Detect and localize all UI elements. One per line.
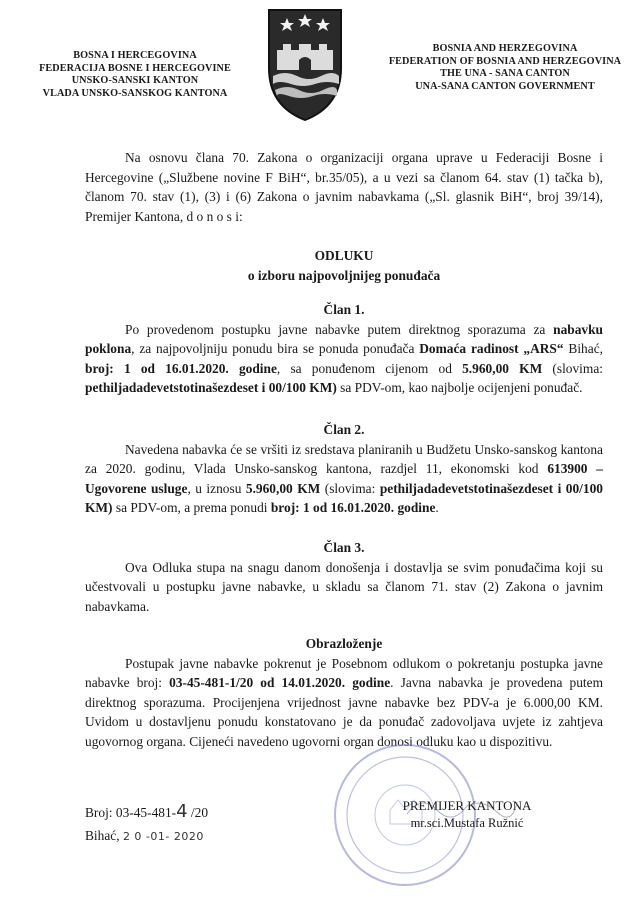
document-number-suffix: /20	[187, 805, 209, 820]
text-run: .	[435, 500, 439, 515]
text-run: Bihać,	[563, 341, 603, 356]
text-run: , u iznosu	[187, 480, 246, 496]
document-header	[0, 0, 640, 140]
article-1	[85, 300, 603, 398]
article-3-heading: Član 3.	[323, 540, 365, 555]
text-run: , sa ponuđenom cijenom od	[276, 360, 463, 376]
explanation-heading: Obrazloženje	[305, 636, 383, 651]
bold-run: pethiljadadevetstotinašezdeset i 00/100 KM)	[85, 480, 603, 515]
header-left-line: BOSNA I HERCEGOVINA	[73, 50, 197, 61]
document-number-prefix: Broj: 03-45-481-	[85, 805, 177, 820]
text-run: , za najpovoljniju ponudu bira se ponuda ponuđača	[131, 341, 420, 356]
signatory-name: mr.sci.Mustafa Ružnić	[410, 816, 524, 830]
header-right-english	[380, 43, 630, 93]
una-sana-canton-coat-of-arms-icon	[265, 6, 345, 124]
text-run: (slovima:	[320, 480, 380, 496]
bold-run: 5.960,00 KM	[245, 480, 321, 496]
decision-title-block	[85, 246, 603, 285]
bold-run: Domaća radinost „ARS“	[419, 341, 564, 356]
document-number-block	[85, 800, 208, 848]
header-left-line: UNSKO-SANSKI KANTON	[71, 75, 199, 86]
document-place: Bihać,	[85, 828, 123, 843]
article-2-heading: Član 2.	[323, 422, 365, 437]
handwritten-number: 4	[176, 801, 188, 822]
bold-run: broj: 1 od 16.01.2020. godine	[85, 360, 277, 376]
intro-paragraph	[85, 148, 603, 226]
article-3-text: Ova Odluka stupa na snagu danom donošenja i dostavlja se svim ponuđačima koji su učestvovali u postupku javne nabavke, u skladu sa članom 71. stav (2) Zakona o javnim nabavkama.	[85, 559, 603, 614]
article-2	[85, 420, 603, 518]
bold-run: broj: 1 od 16.01.2020. godine	[270, 500, 436, 515]
header-right-line: UNA-SANA CANTON GOVERNMENT	[415, 80, 595, 92]
text-run: Po provedenom postupku javne nabavke putem direktnog sporazuma za	[125, 321, 554, 337]
text-run: Navedena nabavka će se vršiti iz sredstava planiranih u Budžetu Unsko-sanskog kantona za 2020. godinu, Vlada Unsko-sanskog kantona, razdjel 11, ekonomski kod	[85, 441, 603, 476]
document-number	[85, 800, 208, 824]
bold-run: 613900 – Ugovorene usluge	[85, 461, 603, 496]
bold-run: nabavku poklona	[85, 321, 603, 356]
signatory-title: PREMIJER KANTONA	[402, 798, 532, 813]
decision-title: ODLUKU	[314, 248, 374, 263]
signature-block	[392, 798, 542, 831]
article-2-text	[85, 440, 603, 518]
date-stamp: 2 0 -01- 2020	[122, 830, 204, 843]
bold-run: 5.960,00 KM	[462, 360, 543, 376]
explanation-section	[85, 634, 603, 751]
handwritten-signature-icon	[402, 792, 522, 822]
header-right-line: BOSNIA AND HERZEGOVINA	[432, 43, 578, 54]
header-left-bosnian	[20, 50, 250, 100]
bold-run: pethiljadadevetstotinašezdeset i 00/100 KM)	[85, 380, 337, 395]
header-left-line: VLADA UNSKO-SANSKOG KANTONA	[42, 87, 228, 99]
explanation-text	[85, 654, 603, 752]
header-right-line: THE UNA - SANA CANTON	[440, 68, 570, 79]
text-run: sa PDV-om, kao najbolje ocijenjeni ponuđač.	[336, 380, 583, 395]
article-3	[85, 538, 603, 616]
article-1-heading: Član 1.	[323, 302, 365, 317]
header-left-line: FEDERACIJA BOSNE I HERCEGOVINE	[39, 62, 231, 74]
text-run: (slovima:	[542, 360, 603, 376]
intro-text: Na osnovu člana 70. Zakona o organizaciji organa uprave u Federaciji Bosne i Hercegovine („Službene novine F BiH“, br.35/05), a u vezi sa članom 64. stav (1) tačka b), članom 70. stav (1), (3) i (6) Zakona o javnim nabavkama („Sl. glasnik BiH“, broj 39/14), Premijer Kantona, d o n o s i:	[85, 150, 603, 224]
article-1-text	[85, 320, 603, 398]
text-run: sa PDV-om, a prema ponudi	[112, 500, 271, 515]
header-right-line: FEDERATION OF BOSNIA AND HERZEGOVINA	[388, 55, 622, 67]
text-run: . Javna nabavka je provedena putem direktnog sporazuma. Procijenjena vrijednost javne nabavke bez PDV-a je 6.000,00 KM. Uvidom u dostavljenu ponudu konstatovano je da ponuđač zadovoljava uvjete iz zahtjeva ugovornog organa. Cijeneći navedeno ugovorni organ donosi odluku kao u dispozitivu.	[85, 675, 603, 749]
decision-subtitle: o izboru najpovoljnijeg ponuđača	[247, 267, 441, 283]
document-date	[85, 824, 208, 848]
bold-run: 03-45-481-1/20 od 14.01.2020. godine	[169, 675, 391, 690]
text-run: Postupak javne nabavke pokrenut je Posebnom odlukom o pokretanju postupka javne nabavke broj:	[85, 655, 603, 690]
